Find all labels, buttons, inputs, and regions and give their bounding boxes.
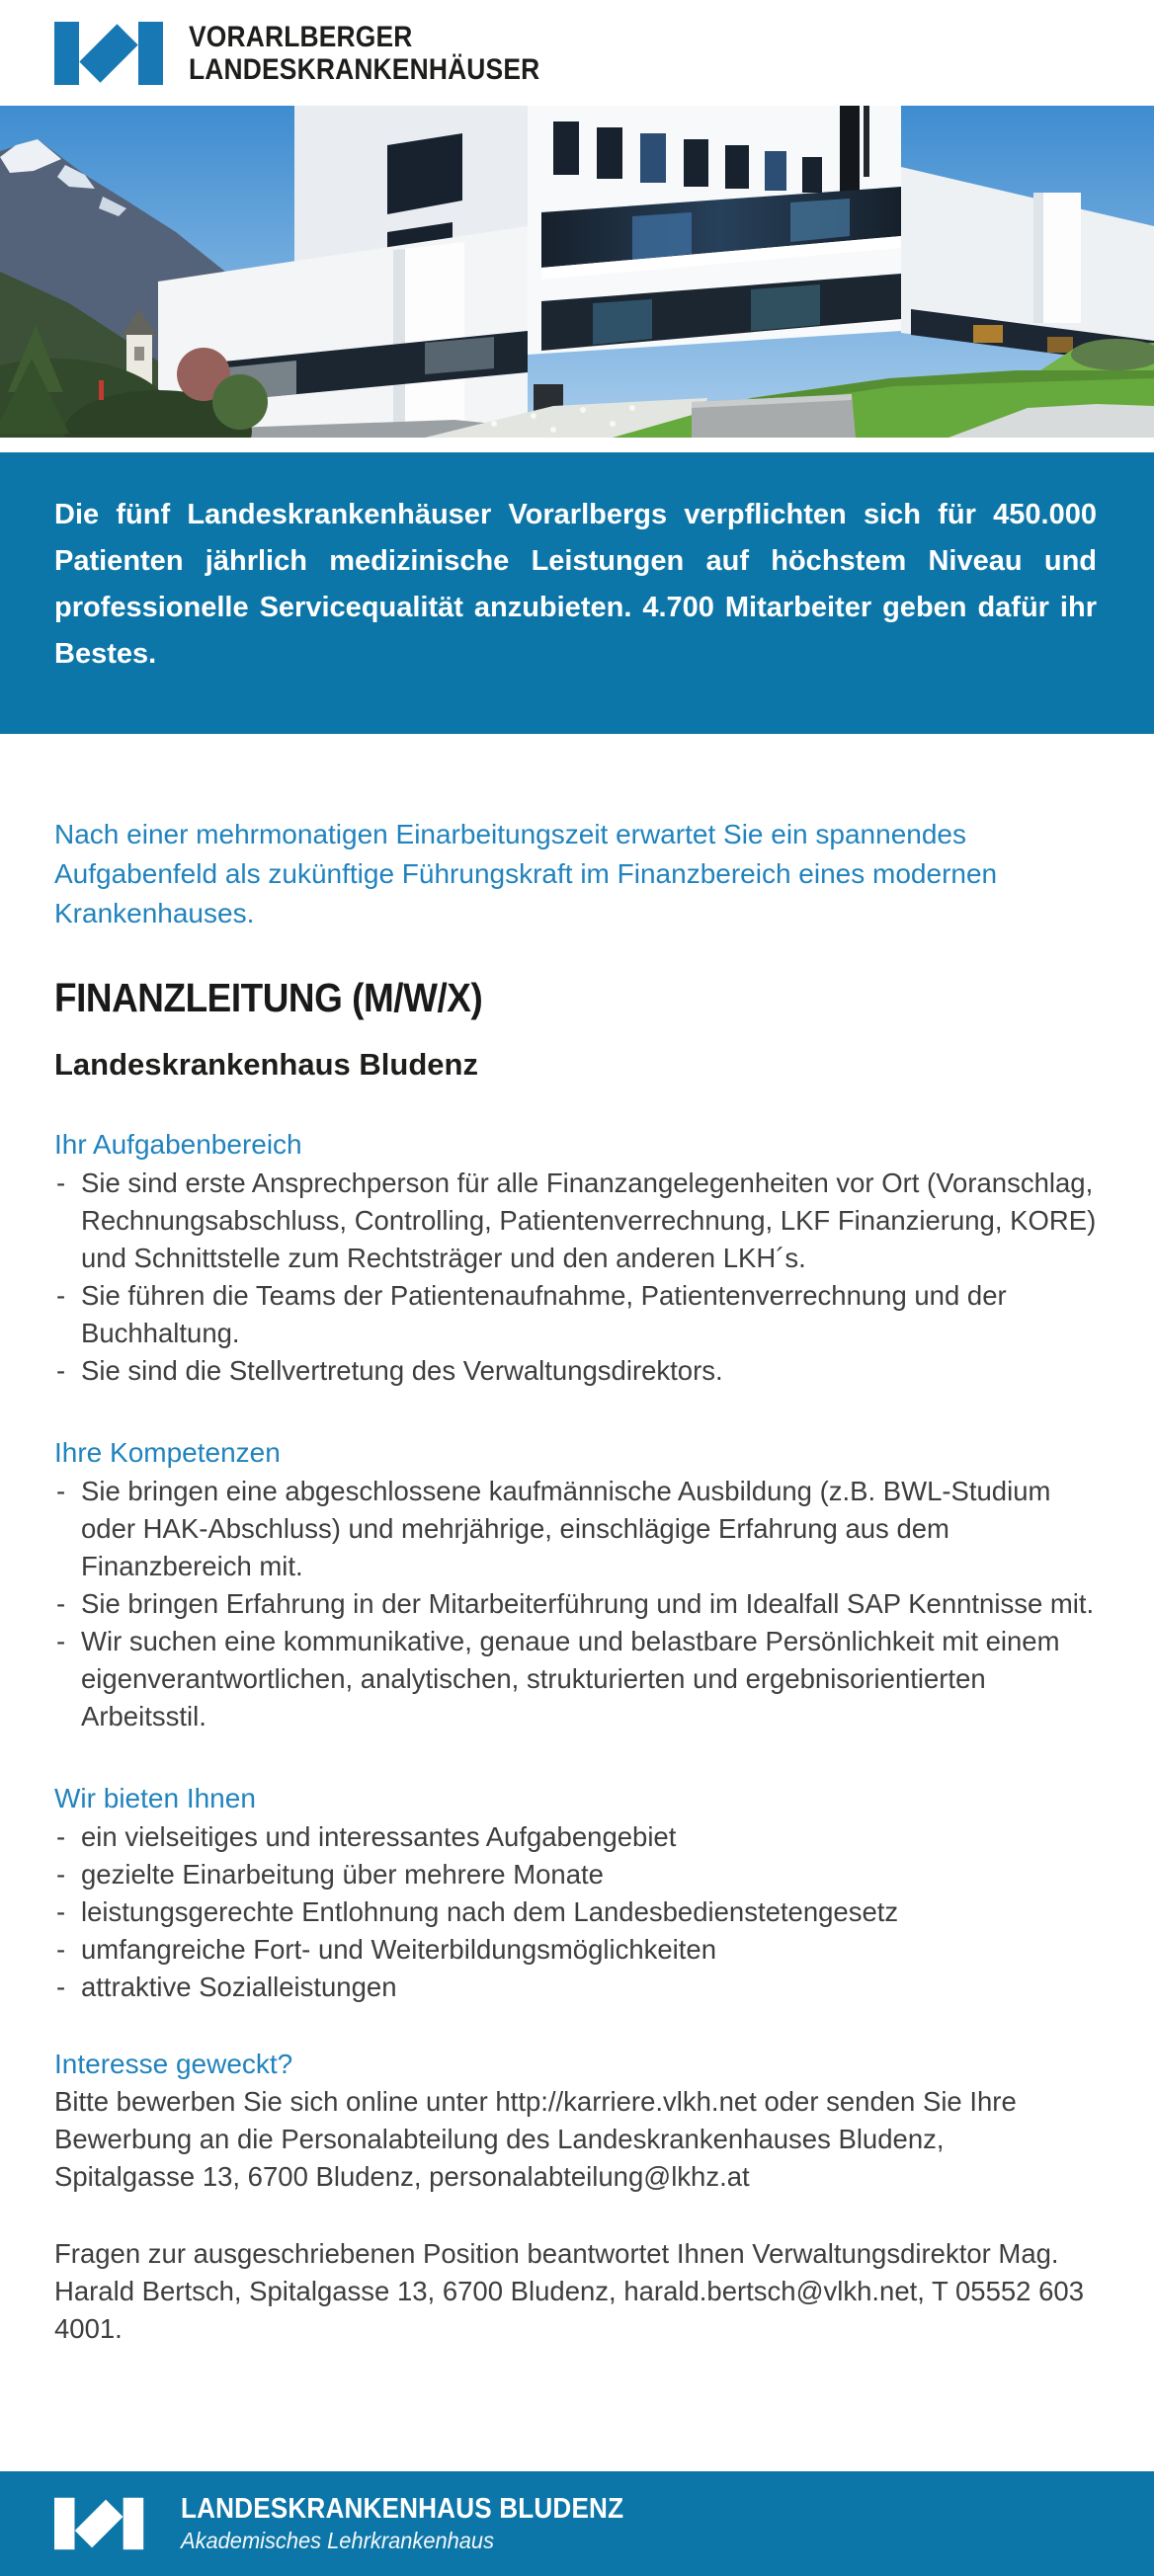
list-item: - Sie bringen eine abgeschlossene kaufmännische Ausbildung (z.B. BWL-Studium oder HAK-Abschluss) und mehrjährige, einschlägige Erfahrung aus dem Finanzbereich mit.	[54, 1473, 1100, 1585]
list-item: - ein vielseitiges und interessantes Aufgabengebiet	[54, 1818, 1100, 1856]
brand-line-2: LANDESKRANKENHÄUSER	[189, 52, 540, 86]
hospital-photo	[0, 106, 1154, 438]
list-item: - Wir suchen eine kommunikative, genaue und belastbare Persönlichkeit mit einem eigenverantwortlichen, analytischen, strukturierten und ergebnisorientierten Arbeitsstil.	[54, 1623, 1100, 1735]
footer	[0, 2471, 1154, 2576]
aufgabenbereich-list	[54, 1165, 1100, 1390]
job-location: Landeskrankenhaus Bludenz	[54, 1047, 478, 1082]
footer-text	[181, 2494, 673, 2553]
vlkh-logo-icon	[54, 22, 163, 85]
list-item: - Sie bringen Erfahrung in der Mitarbeiterführung und im Idealfall SAP Kenntnisse mit.	[54, 1585, 1100, 1623]
list-item: - Sie sind erste Ansprechperson für alle Finanzangelegenheiten vor Ort (Voranschlag, Rechnungsabschluss, Controlling, Patientenverrechnung, LKF Finanzierung, KORE) und Schnittstelle zum Rechtsträger und den anderen LKH´s.	[54, 1165, 1100, 1277]
job-title: FINANZLEITUNG (M/W/X)	[54, 975, 483, 1020]
brand-wordmark	[189, 21, 539, 86]
spacer	[0, 438, 1154, 452]
questions-paragraph: Fragen zur ausgeschriebenen Position beantwortet Ihnen Verwaltungsdirektor Mag. Harald Bertsch, Spitalgasse 13, 6700 Bludenz, harald.bertsch@vlkh.net, T 05552 603 4001.	[54, 2238, 1084, 2344]
list-item: - umfangreiche Fort- und Weiterbildungsmöglichkeiten	[54, 1931, 1100, 1969]
footer-brand: LANDESKRANKENHAUS BLUDENZ	[181, 2493, 624, 2525]
header	[0, 0, 1154, 106]
logo-bar-left	[54, 22, 79, 85]
list-item: - attraktive Sozialleistungen	[54, 1969, 1100, 2006]
list-item: - Sie führen die Teams der Patientenaufnahme, Patientenverrechnung und der Buchhaltung.	[54, 1277, 1100, 1352]
list-item: - Sie sind die Stellvertretung des Verwaltungsdirektors.	[54, 1352, 1100, 1390]
lkh-bludenz-logo-icon	[54, 2498, 143, 2549]
intro-banner-text: Die fünf Landeskrankenhäuser Vorarlbergs verpflichten sich für 450.000 Patienten jährlich medizinische Leistungen auf höchstem Niveau und professionelle Servicequalität anzubieten. 4.700 Mitarbeiter geben dafür ihr Bestes.	[54, 499, 1097, 670]
section-heading-aufgabenbereich: Ihr Aufgabenbereich	[54, 1129, 302, 1160]
kompetenzen-list	[54, 1473, 1100, 1735]
logo-diamond	[75, 2500, 124, 2548]
list-item: - leistungsgerechte Entlohnung nach dem Landesbedienstetengesetz	[54, 1893, 1100, 1931]
intro-banner	[0, 452, 1154, 734]
brand-line-1: VORARLBERGER	[189, 20, 413, 53]
section-heading-kompetenzen: Ihre Kompetenzen	[54, 1437, 281, 1468]
logo-bar-left	[54, 2498, 75, 2549]
lead-paragraph: Nach einer mehrmonatigen Einarbeitungszeit erwartet Sie ein spannendes Aufgabenfeld als zukünftige Führungskraft im Finanzbereich eines modernen Krankenhauses.	[54, 819, 998, 928]
angebot-list	[54, 1818, 1100, 2006]
logo-bar-right	[138, 22, 163, 85]
contact-heading: Interesse geweckt?	[54, 2049, 293, 2079]
section-heading-angebot: Wir bieten Ihnen	[54, 1783, 256, 1813]
footer-subtitle: Akademisches Lehrkrankenhaus	[181, 2528, 495, 2553]
list-item: - gezielte Einarbeitung über mehrere Monate	[54, 1856, 1100, 1893]
main-content	[0, 734, 1154, 2348]
apply-paragraph: Bitte bewerben Sie sich online unter http://karriere.vlkh.net oder senden Sie Ihre Bewerbung an die Personalabteilung des Landeskrankenhauses Bludenz, Spitalgasse 13, 6700 Bludenz, personalabteilung@lkhz.at	[54, 2086, 1017, 2192]
logo-bar-right	[124, 2498, 144, 2549]
logo-diamond	[79, 24, 137, 82]
